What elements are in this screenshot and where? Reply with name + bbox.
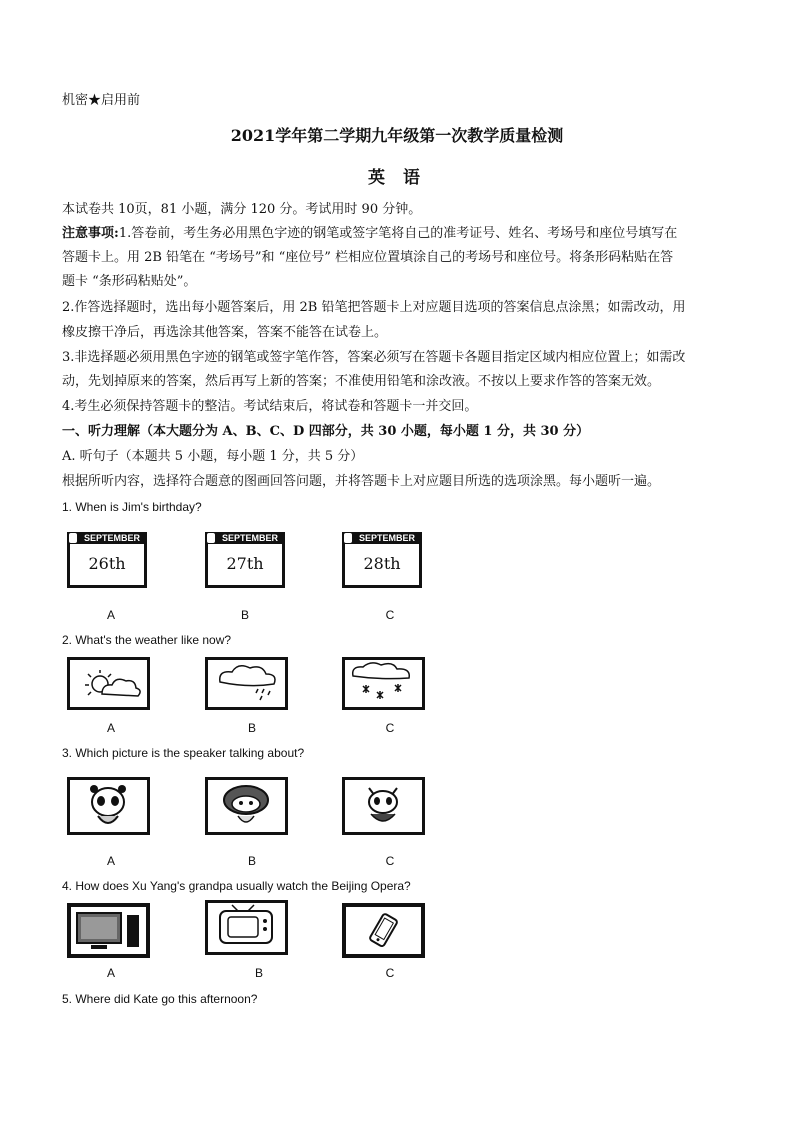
- exam-intro: 本试卷共 10页，81 小题，满分 120 分。考试用时 90 分钟。: [62, 202, 422, 217]
- option-label-c: C: [385, 721, 395, 735]
- notes-item2-line1: 2.作答选择题时，选出每小题答案后，用 2B 铅笔把答题卡上对应题目选项的答案信息点涂黑；如需改动，用: [62, 300, 686, 315]
- calendar-option-a: [67, 532, 147, 588]
- calendar-month: SEPTEMBER: [358, 533, 415, 543]
- question-4: 4. How does Xu Yang's grandpa usually watch the Beijing Opera?: [62, 879, 411, 893]
- calendar-day: 26th: [67, 544, 147, 588]
- option-label-a: A: [106, 966, 115, 980]
- device-picture-a: [67, 903, 150, 958]
- question-3: 3. Which picture is the speaker talking about?: [62, 746, 305, 760]
- partA-instruction: 根据所听内容，选择符合题意的图画回答问题，并将答题卡上对应题目所选的选项涂黑。每小题听一遍。: [62, 474, 661, 489]
- option-label-a: A: [106, 608, 115, 622]
- weather-picture-a: [67, 657, 150, 710]
- calendar-option-b: [205, 532, 285, 588]
- mascot-picture-a: [67, 777, 150, 835]
- calendar-month: SEPTEMBER: [83, 533, 140, 543]
- option-label-b: B: [247, 854, 256, 868]
- notes-item1-line3: 题卡 “条形码粘贴处”。: [62, 274, 197, 289]
- panda-mascot-icon: [70, 780, 147, 832]
- television-icon: [208, 903, 285, 952]
- notes-item3-line2: 动，先划掉原来的答案，然后再写上新的答案；不准使用铅笔和涂改液。不按以上要求作答的答案无效。: [62, 374, 661, 389]
- section1-heading: 一、听力理解（本大题分为 A、B、C、D 四部分，共 30 小题，每小题 1 分，共 30 分）: [62, 424, 590, 439]
- device-picture-b: [205, 900, 288, 955]
- rain-cloud-icon: [208, 660, 285, 707]
- computer-icon: [71, 907, 146, 954]
- calendar-option-c: [342, 532, 422, 588]
- option-label-b: B: [247, 721, 256, 735]
- option-label-c: C: [385, 608, 395, 622]
- notes-label: 注意事项:: [62, 226, 119, 241]
- sun-cloud-icon: [70, 660, 147, 707]
- weather-picture-c: [342, 657, 425, 710]
- snow-cloud-icon: [345, 660, 422, 707]
- calendar-day: 28th: [342, 544, 422, 588]
- option-label-a: A: [106, 721, 115, 735]
- partA-heading: A. 听句子（本题共 5 小题，每小题 1 分，共 5 分）: [62, 449, 364, 464]
- question-5: 5. Where did Kate go this afternoon?: [62, 992, 258, 1006]
- page-title: 2021学年第二学期九年级第一次教学质量检测: [230, 126, 564, 145]
- option-label-c: C: [385, 854, 395, 868]
- notes-item1-line2: 答题卡上。用 2B 铅笔在 “考场号”和 “座位号” 栏相应位置填涂自己的考场号和座位号。将条形码粘贴在答: [62, 250, 674, 265]
- question-1: 1. When is Jim's birthday?: [62, 500, 202, 514]
- mascot-picture-c: [342, 777, 425, 835]
- subject-title: 英 语: [368, 168, 426, 188]
- mobile-phone-icon: [346, 907, 421, 954]
- option-label-b: B: [240, 608, 249, 622]
- option-label-b: B: [254, 966, 263, 980]
- fish-mascot-icon: [208, 780, 285, 832]
- device-picture-c: [342, 903, 425, 958]
- notes-item2-line2: 橡皮擦干净后，再选涂其他答案，答案不能答在试卷上。: [62, 325, 388, 340]
- option-label-c: C: [385, 966, 395, 980]
- notes-item3-line1: 3.非选择题必须用黑色字迹的钢笔或签字笔作答，答案必须写在答题卡各题目指定区域内相应位置上；如需改: [62, 350, 686, 365]
- question-2: 2. What's the weather like now?: [62, 633, 232, 647]
- weather-picture-b: [205, 657, 288, 710]
- calendar-month: SEPTEMBER: [221, 533, 278, 543]
- mascot-picture-b: [205, 777, 288, 835]
- option-label-a: A: [106, 854, 115, 868]
- confidential-label: 机密★启用前: [62, 93, 141, 108]
- notes-item4: 4.考生必须保持答题卡的整洁。考试结束后，将试卷和答题卡一并交回。: [62, 399, 478, 414]
- calendar-day: 27th: [205, 544, 285, 588]
- antelope-mascot-icon: [345, 780, 422, 832]
- notes-item1-line1: 注意事项:1.答卷前，考生务必用黑色字迹的钢笔或签字笔将自己的准考证号、姓名、考场号和座位号填写在: [62, 226, 678, 241]
